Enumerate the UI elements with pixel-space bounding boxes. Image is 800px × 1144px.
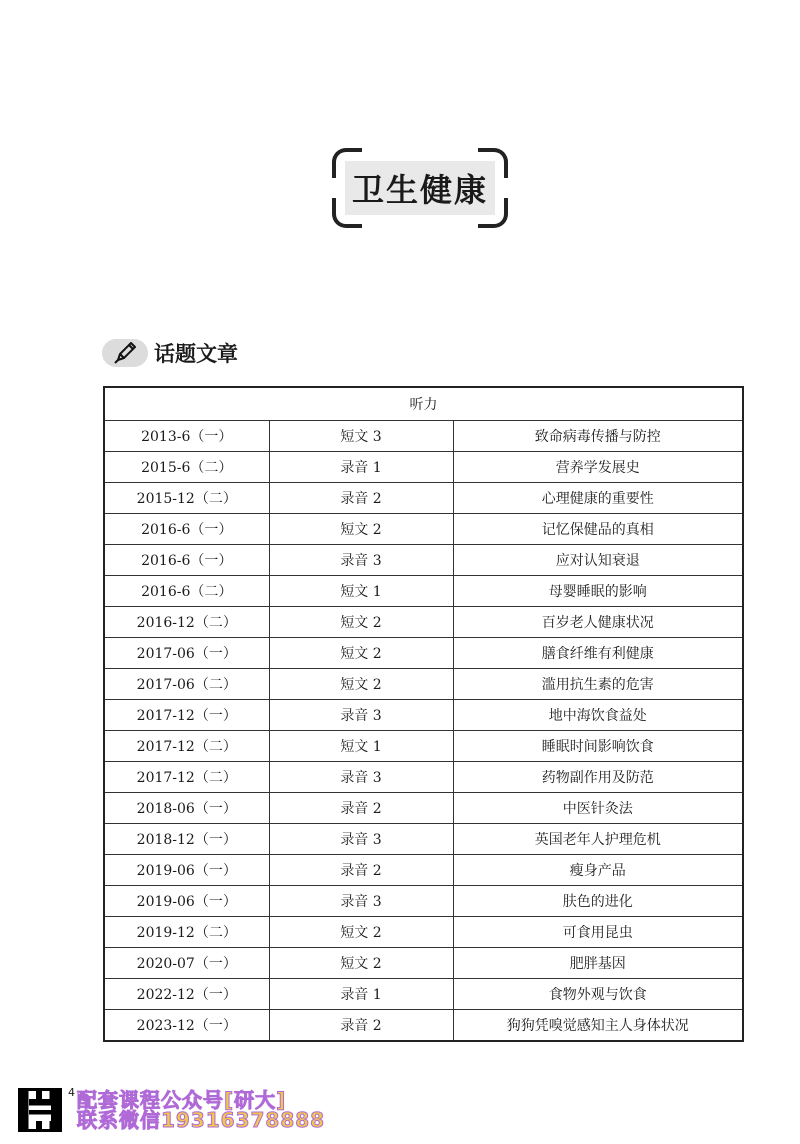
footer	[18, 1084, 325, 1136]
cell-type: 录音 3	[269, 545, 453, 576]
cell-date: 2017-12（一）	[104, 700, 269, 731]
cell-topic: 食物外观与饮食	[453, 979, 743, 1010]
cell-type: 录音 2	[269, 855, 453, 886]
cell-type: 录音 3	[269, 700, 453, 731]
table-row	[104, 762, 743, 793]
page-number: 4	[68, 1086, 75, 1099]
cell-topic: 心理健康的重要性	[453, 483, 743, 514]
table-row	[104, 638, 743, 669]
cell-date: 2016-12（二）	[104, 607, 269, 638]
table-header-row	[104, 387, 743, 421]
cell-topic: 中医针灸法	[453, 793, 743, 824]
table-row	[104, 886, 743, 917]
cell-type: 录音 2	[269, 1010, 453, 1042]
topics-table	[103, 386, 744, 1042]
cell-topic: 营养学发展史	[453, 452, 743, 483]
table-row	[104, 700, 743, 731]
frame-corner	[332, 148, 362, 178]
table-row	[104, 979, 743, 1010]
watermark-line-1: 配套课程公众号[研大]	[77, 1088, 287, 1112]
watermark	[77, 1090, 325, 1130]
cell-topic: 睡眠时间影响饮食	[453, 731, 743, 762]
cell-type: 短文 2	[269, 948, 453, 979]
cell-date: 2016-6（一）	[104, 514, 269, 545]
cell-date: 2020-07（一）	[104, 948, 269, 979]
cell-date: 2018-12（一）	[104, 824, 269, 855]
frame-corner	[332, 198, 362, 228]
cell-topic: 地中海饮食益处	[453, 700, 743, 731]
cell-topic: 记忆保健品的真相	[453, 514, 743, 545]
cell-date: 2015-6（二）	[104, 452, 269, 483]
table-row	[104, 1010, 743, 1042]
cell-type: 短文 3	[269, 421, 453, 452]
table-row	[104, 948, 743, 979]
cell-type: 录音 3	[269, 762, 453, 793]
cell-topic: 可食用昆虫	[453, 917, 743, 948]
qr-code-icon	[18, 1088, 62, 1132]
cell-type: 录音 2	[269, 793, 453, 824]
cell-date: 2018-06（一）	[104, 793, 269, 824]
cell-topic: 瘦身产品	[453, 855, 743, 886]
cell-type: 录音 1	[269, 452, 453, 483]
cell-topic: 肤色的进化	[453, 886, 743, 917]
page-title: 卫生健康	[345, 161, 495, 215]
cell-date: 2017-12（二）	[104, 762, 269, 793]
cell-type: 录音 1	[269, 979, 453, 1010]
table-row	[104, 483, 743, 514]
table-row	[104, 793, 743, 824]
cell-topic: 药物副作用及防范	[453, 762, 743, 793]
cell-topic: 母婴睡眠的影响	[453, 576, 743, 607]
cell-date: 2013-6（一）	[104, 421, 269, 452]
cell-type: 短文 2	[269, 514, 453, 545]
frame-corner	[478, 148, 508, 178]
cell-date: 2017-06（二）	[104, 669, 269, 700]
cell-type: 短文 1	[269, 576, 453, 607]
cell-topic: 肥胖基因	[453, 948, 743, 979]
table-header: 听力	[104, 387, 743, 421]
section-title: 话题文章	[154, 342, 238, 366]
cell-topic: 致命病毒传播与防控	[453, 421, 743, 452]
table-row	[104, 576, 743, 607]
cell-type: 短文 2	[269, 638, 453, 669]
section-header	[102, 336, 238, 370]
title-frame	[332, 148, 508, 228]
cell-type: 录音 3	[269, 886, 453, 917]
cell-topic: 百岁老人健康状况	[453, 607, 743, 638]
cell-date: 2016-6（一）	[104, 545, 269, 576]
cell-type: 短文 2	[269, 669, 453, 700]
table-row	[104, 917, 743, 948]
cell-type: 短文 2	[269, 917, 453, 948]
cell-date: 2017-12（二）	[104, 731, 269, 762]
cell-date: 2016-6（二）	[104, 576, 269, 607]
table-row	[104, 421, 743, 452]
pencil-icon	[102, 339, 148, 367]
cell-date: 2023-12（一）	[104, 1010, 269, 1042]
frame-corner	[478, 198, 508, 228]
cell-date: 2019-06（一）	[104, 855, 269, 886]
table-row	[104, 545, 743, 576]
cell-date: 2015-12（二）	[104, 483, 269, 514]
table-row	[104, 607, 743, 638]
cell-topic: 滥用抗生素的危害	[453, 669, 743, 700]
table-row	[104, 669, 743, 700]
cell-date: 2019-06（一）	[104, 886, 269, 917]
watermark-line-2: 联系微信19316378888	[77, 1108, 326, 1132]
cell-type: 录音 3	[269, 824, 453, 855]
cell-date: 2022-12（一）	[104, 979, 269, 1010]
table-row	[104, 452, 743, 483]
table-row	[104, 731, 743, 762]
table-row	[104, 855, 743, 886]
cell-type: 短文 2	[269, 607, 453, 638]
cell-type: 录音 2	[269, 483, 453, 514]
cell-topic: 狗狗凭嗅觉感知主人身体状况	[453, 1010, 743, 1042]
cell-type: 短文 1	[269, 731, 453, 762]
cell-topic: 应对认知衰退	[453, 545, 743, 576]
cell-date: 2017-06（一）	[104, 638, 269, 669]
table-row	[104, 514, 743, 545]
table-row	[104, 824, 743, 855]
cell-topic: 英国老年人护理危机	[453, 824, 743, 855]
cell-date: 2019-12（二）	[104, 917, 269, 948]
cell-topic: 膳食纤维有利健康	[453, 638, 743, 669]
